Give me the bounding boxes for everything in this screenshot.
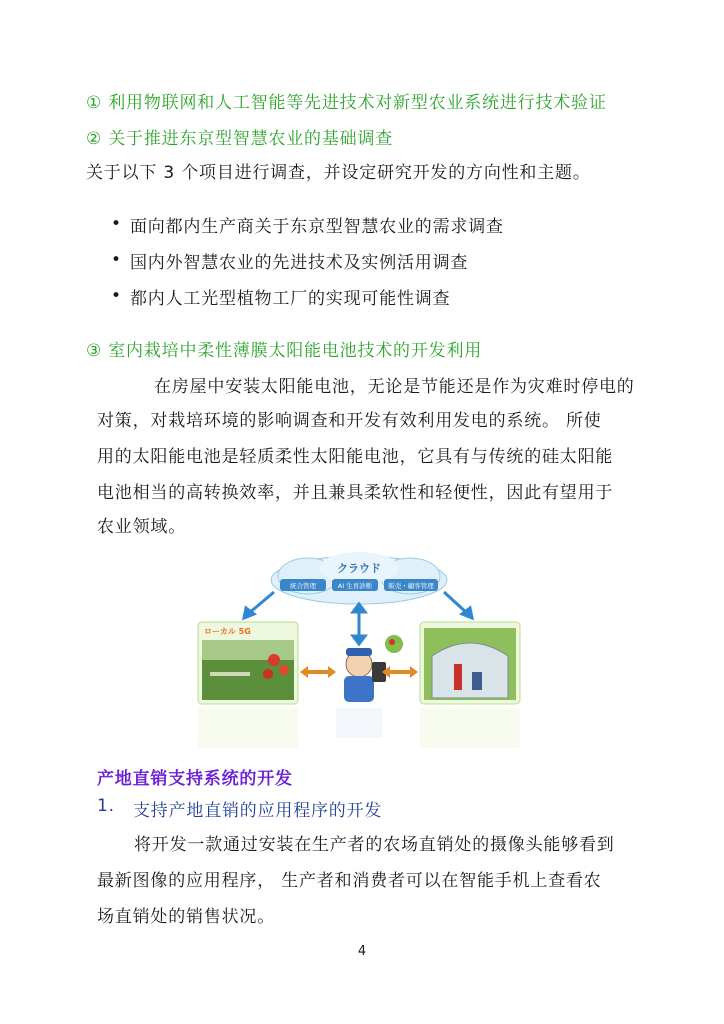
bullet-dot: • [111,250,122,270]
bullet-item: 国内外智慧农业的先进技术及实例活用调查 [130,253,469,273]
paragraph-line: 最新图像的应用程序， 生产者和消费者可以在智能手机上查看农 [97,871,602,891]
cloud-shape [271,552,447,604]
bullet-dot: • [111,214,122,234]
paragraph-line: 用的太阳能电池是轻质柔性太阳能电池，它具有与传统的硅太阳能 [97,447,614,467]
page-number: 4 [357,944,367,959]
paragraph-line: 在房屋中安装太阳能电池，无论是节能还是作为灾难时停电的 [154,377,635,397]
bullet-item: 都内人工光型植物工厂的实现可能性调查 [130,289,451,309]
bullet-item: 面向都内生产商关于东京型智慧农业的需求调查 [130,217,504,237]
system-illustration [196,552,522,762]
cloud-box-label: 統合管理 [290,582,316,590]
cloud-box-label: AI 生育診断 [337,582,373,590]
item-2-description: 关于以下 3 个项目进行调查，并设定研究开发的方向性和主题。 [86,163,591,183]
local-5g-label: ローカル 5G [204,627,251,636]
section-heading: 产地直销支持系统的开发 [97,769,293,789]
item-1-heading: ① 利用物联网和人工智能等先进技术对新型农业系统进行技术验证 [86,93,607,113]
paragraph-line: 场直销处的销售状况。 [97,907,275,927]
item-3-heading: ③ 室内栽培中柔性薄膜太阳能电池技术的开发利用 [86,341,483,361]
paragraph-line: 农业领域。 [97,517,186,537]
paragraph-line: 对策，对栽培环境的影响调查和开发有效利用发电的系统。 所使 [97,411,602,431]
item-2-heading: ② 关于推进东京型智慧农业的基础调查 [86,129,394,149]
subsection-title: 支持产地直销的应用程序的开发 [133,801,383,821]
farmer-icon [344,635,403,702]
bullet-dot: • [111,286,122,306]
subsection-number: 1. [97,796,115,816]
paragraph-line: 电池相当的高转换效率，并且兼具柔软性和轻便性，因此有望用于 [97,483,614,503]
paragraph-line: 将开发一款通过安装在生产者的农场直销处的摄像头能够看到 [134,835,615,855]
cloud-box-label: 販売・顧客管理 [388,582,434,590]
cloud-title: クラウド [337,562,381,575]
